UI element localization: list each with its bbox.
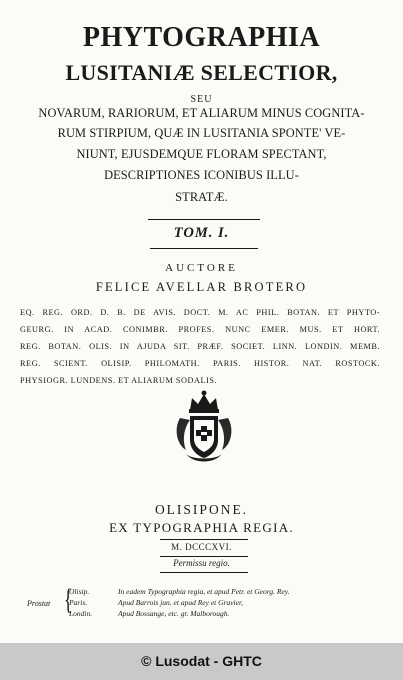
- divider: [160, 572, 248, 573]
- prostat-label: Prostat: [27, 599, 51, 608]
- divider: [150, 248, 258, 249]
- seller-text: Apud Barrois jun. et apud Rey et Gravier,: [118, 598, 243, 607]
- book-title: PHYTOGRAPHIA: [82, 22, 321, 53]
- author-name: FELICE AVELLAR BROTERO: [95, 280, 308, 294]
- description-line: NIUNT, EJUSDEMQUE FLORAM SPECTANT,: [76, 147, 327, 161]
- book-subtitle: LUSITANIÆ SELECTIOR,: [65, 60, 338, 85]
- brace-icon: {: [63, 583, 73, 616]
- credential-line: EQ. REG. ORD. D. B. DE AVIS. DOCT. M. AC PHIL. BOTAN. ET PHYTO-: [20, 308, 380, 317]
- permission-note: Permissu regio.: [173, 558, 230, 568]
- credential-line: PHYSIOGR. LUNDENS. ET ALIARUM SODALIS.: [20, 376, 218, 385]
- credential-line: REG. SCIENT. OLISIP. PHILOMATH. PARIS. HISTOR. NAT. ROSTOCK.: [20, 359, 380, 368]
- description-line: RUM STIRPIUM, QUÆ IN LUSITANIA SPONTE' VE-: [57, 126, 346, 140]
- divider: [160, 556, 248, 557]
- copyright-footer: © Lusodat - GHTC: [0, 643, 403, 680]
- seller-city: Olisip.: [69, 587, 90, 596]
- credential-line: GEURG. IN ACAD. CONIMBR. PROFES. NUNC EMER. MUS. ET HORT.: [20, 325, 380, 334]
- volume-label: TOM. I.: [173, 225, 230, 241]
- publication-year: M. DCCCXVI.: [171, 542, 232, 552]
- seller-text: Apud Bossange, etc. gr. Malborough.: [118, 609, 230, 618]
- printer: EX TYPOGRAPHIA REGIA.: [109, 520, 294, 535]
- seller-city: Londin.: [69, 609, 93, 618]
- divider: [160, 539, 248, 540]
- conjunction: SEU: [190, 94, 213, 105]
- seller-city: Paris.: [69, 598, 88, 607]
- auctore-label: AUCTORE: [165, 262, 238, 274]
- credential-line: REG. BOTAN. OLIS. IN AJUDA SIT. PRÆF. SOCIET. LINN. LONDIN. MEMB.: [20, 342, 380, 351]
- royal-coat-of-arms-icon: [172, 388, 236, 468]
- place-of-publication: OLISIPONE.: [154, 502, 249, 517]
- description-line: DESCRIPTIONES ICONIBUS ILLU-: [104, 168, 299, 182]
- description-line: NOVARUM, RARIORUM, ET ALIARUM MINUS COGNITA-: [38, 106, 365, 120]
- description-line: STRATÆ.: [175, 190, 228, 204]
- divider: [148, 219, 260, 220]
- seller-text: In eadem Typographia regia, et apud Petr. et Georg. Rey.: [118, 587, 290, 596]
